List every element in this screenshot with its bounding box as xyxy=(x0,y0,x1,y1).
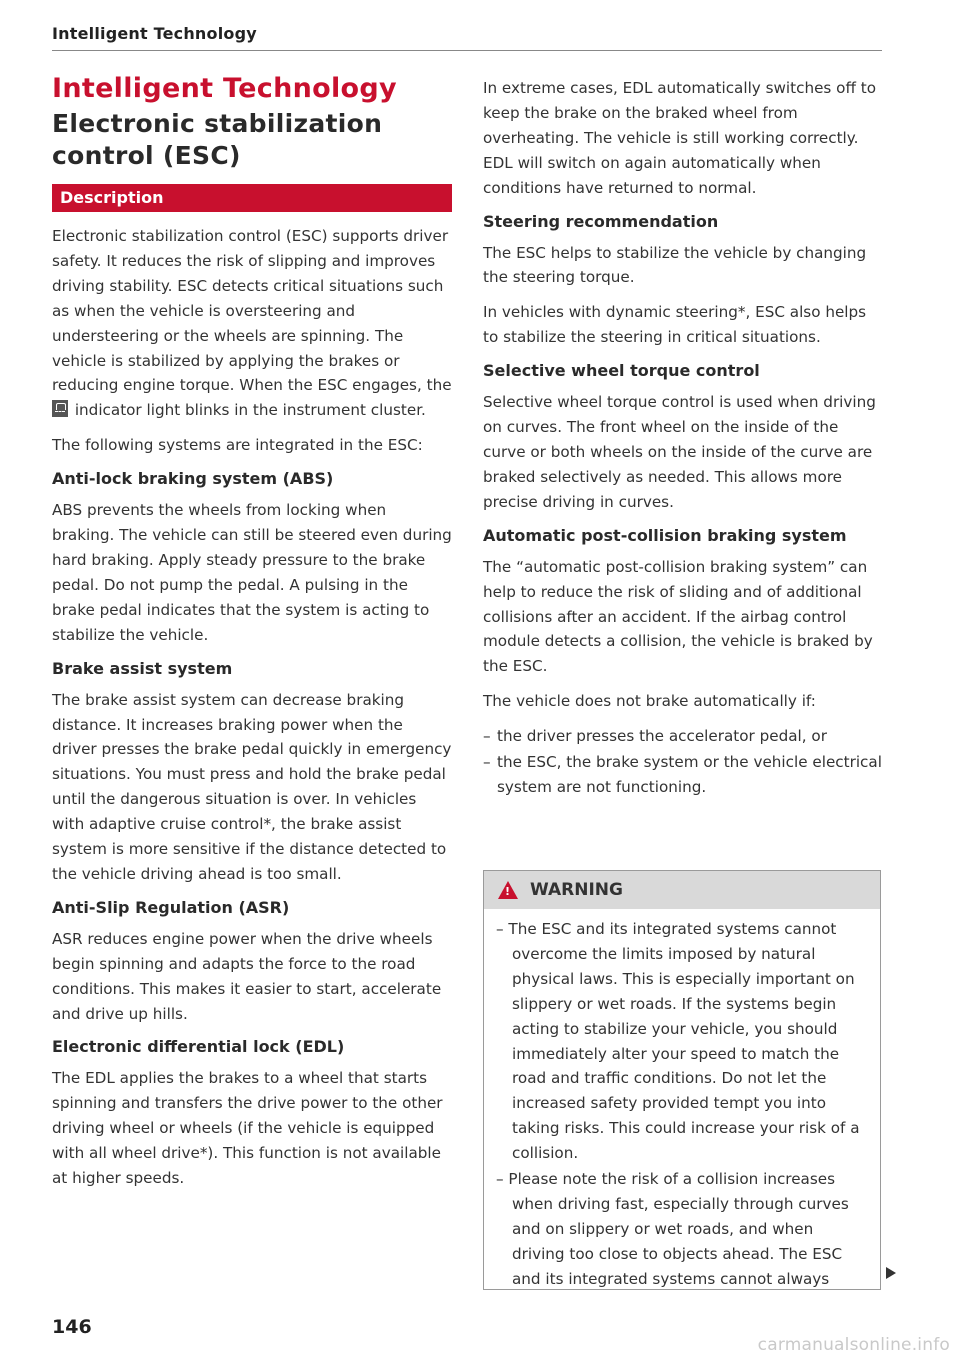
post-collision-heading: Automatic post-collision braking system xyxy=(483,525,847,545)
edl-heading: Electronic differential lock (EDL) xyxy=(52,1037,345,1057)
asr-text: ASR reduces engine power when the drive wheels begin spinning and adapts the force to the road conditions. This makes it easier to start, accelerate and drive up hills. xyxy=(52,929,442,1023)
abs-text: ABS prevents the wheels from locking when braking. The vehicle can still be steered even during hard braking. Apply steady pressure to the brake pedal. Do not pump the pedal. A pulsing in the brake pedal indicates that the system is acting to stabilize the vehicle. xyxy=(52,501,452,644)
conditions-list xyxy=(483,724,883,800)
steering-heading: Steering recommendation xyxy=(483,211,719,231)
steering-text-2: In vehicles with dynamic steering*, ESC also helps to stabilize the steering in critical situations. xyxy=(483,303,867,347)
esc-indicator-icon xyxy=(52,400,68,417)
chapter-title: Intelligent Technology xyxy=(52,73,397,104)
intro-text-a: Electronic stabilization control (ESC) supports driver safety. It reduces the risk of slipping and improves driving stability. ESC detects critical situations such as when the vehicle is oversteering and understeering or the wheels are spinning. The vehicle is stabilized by applying the brakes or reducing engine torque. When the ESC engages, the xyxy=(52,227,452,395)
running-header: Intelligent Technology xyxy=(52,24,257,43)
steering-text-1: The ESC helps to stabilize the vehicle by changing the steering torque. xyxy=(483,243,867,287)
list-item: – the driver presses the accelerator pedal, or xyxy=(483,727,827,746)
left-column xyxy=(52,72,452,1201)
edl-continued-text: In extreme cases, EDL automatically switches off to keep the brake on the braked wheel from overheating. The vehicle is still working correctly. EDL will switch on again automatically when conditions have returned to normal. xyxy=(483,79,876,197)
post-collision-conditions: The vehicle does not brake automatically if: xyxy=(483,692,816,711)
header-rule xyxy=(52,50,882,51)
brake-assist-heading: Brake assist system xyxy=(52,658,233,678)
intro-paragraph-2: The following systems are integrated in the ESC: xyxy=(52,436,423,455)
list-item: – the ESC, the brake system or the vehicle electrical system are not functioning. xyxy=(483,753,882,796)
section-title: Electronic stabilization control (ESC) xyxy=(52,109,383,170)
abs-heading: Anti-lock braking system (ABS) xyxy=(52,469,334,489)
warning-title: WARNING xyxy=(530,880,623,900)
warning-list xyxy=(484,917,880,1292)
edl-text: The EDL applies the brakes to a wheel that starts spinning and transfers the drive power to the other driving wheel or wheels (if the vehicle is equipped with all wheel drive*). This function is not available at higher speeds. xyxy=(52,1069,443,1188)
post-collision-text: The “automatic post-collision braking system” can help to reduce the risk of sliding and of additional collisions after an accident. If the airbag control module detects a collision, the vehicle is braked by the ESC. xyxy=(483,557,873,676)
right-column xyxy=(483,76,883,808)
intro-text-b: indicator light blinks in the instrument cluster. xyxy=(74,401,426,420)
intro-paragraph xyxy=(52,224,452,423)
asr-heading: Anti-Slip Regulation (ASR) xyxy=(52,897,290,917)
warning-box xyxy=(483,870,881,1290)
warning-item: – Please note the risk of a collision increases when driving fast, especially through curves and on slippery or wet roads, and when driving too close to objects ahead. The ESC and its integrated systems cannot always xyxy=(496,1170,849,1288)
warning-triangle-icon xyxy=(498,881,518,899)
continued-arrow-icon xyxy=(886,1267,896,1279)
warning-header xyxy=(484,871,880,909)
wheel-torque-text: Selective wheel torque control is used when driving on curves. The front wheel on the inside of the curve or both wheels on the inside of the curve are braked selectively as needed. This allows more precise driving in curves. xyxy=(483,393,876,511)
wheel-torque-heading: Selective wheel torque control xyxy=(483,361,760,381)
page-number: 146 xyxy=(52,1316,92,1338)
brake-assist-text: The brake assist system can decrease braking distance. It increases braking power when the driver presses the brake pedal quickly in emergency situations. You must press and hold the brake pedal until the dangerous situation is over. In vehicles with adaptive cruise control*, the brake assist system is more sensitive if the distance detected to the vehicle driving ahead is too small. xyxy=(52,690,452,883)
description-bar: Description xyxy=(52,184,452,212)
warning-item: – The ESC and its integrated systems cannot overcome the limits imposed by natural physical laws. This is especially important on slippery or wet roads. If the systems begin acting to stabilize your vehicle, you should immediately alter your speed to match the road and traffic conditions. Do not let the increased safety provided tempt you into taking risks. This could increase your risk of a collision. xyxy=(496,920,860,1163)
watermark: carmanualsonline.info xyxy=(757,1335,950,1355)
